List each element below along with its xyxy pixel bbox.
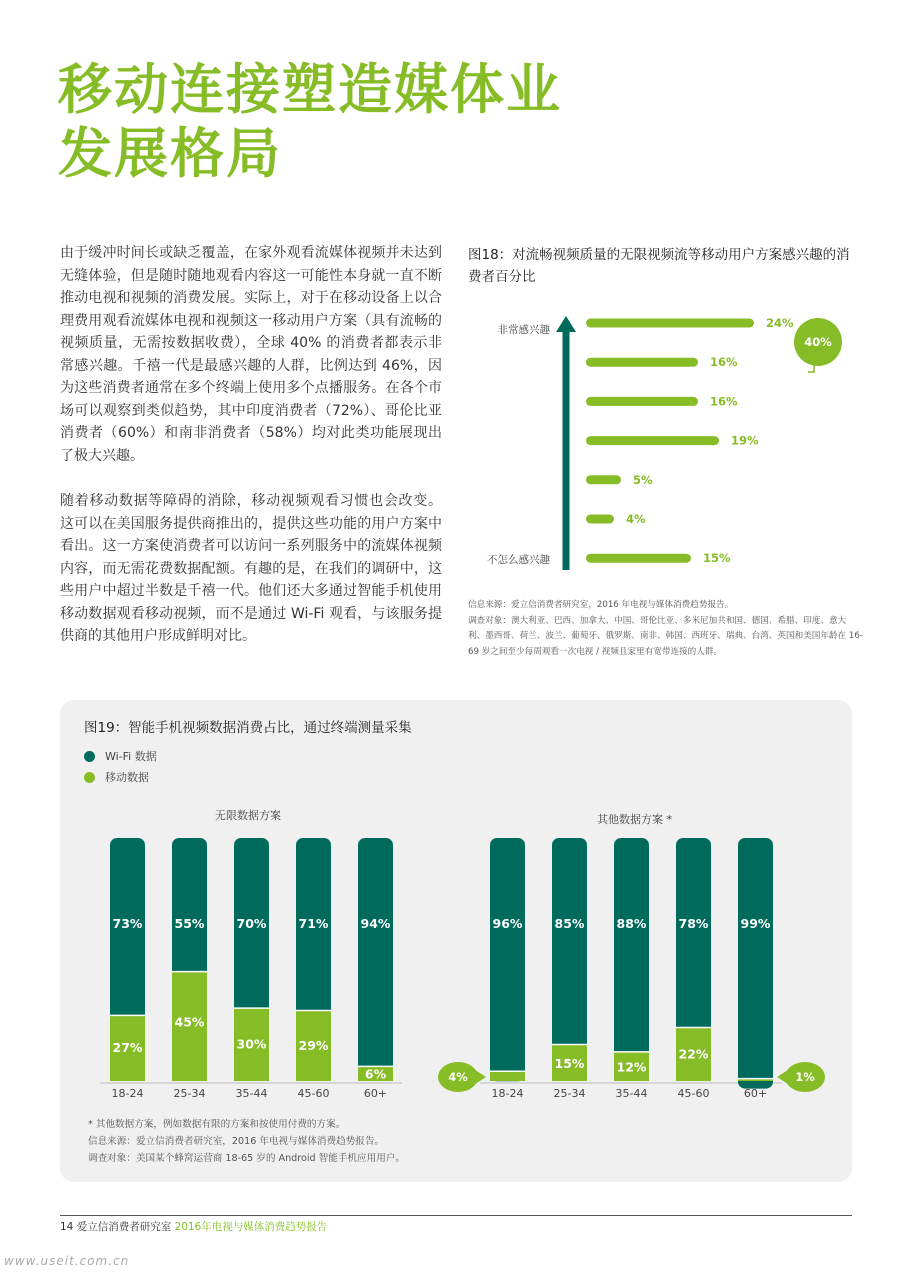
bar-mobile-2-18-24: [490, 1071, 525, 1081]
figure-19-note-3: 调查对象：美国某个蜂窝运营商 18-65 岁的 Android 智能手机应用用户。: [88, 1153, 406, 1164]
bar-value-label-7: 15%: [703, 551, 731, 566]
bar-wifi-label: 70%: [236, 916, 267, 931]
figure-18-notes: [468, 598, 863, 660]
category-label: 25-34: [553, 1087, 586, 1100]
axis-arrow-head: [556, 316, 576, 332]
body-paragraph-1: 由于缓冲时间长或缺乏覆盖，在家外观看流媒体视频并未达到无缝体验，但是随时随地观看内容这一可能性本身就一直不断推动电视和视频的消费发展。实际上，对于在移动设备上以合理费用观看流媒体电视和视频这一移动用户方案（具有流畅的视频质量，无需按数据收费），全球 40% 的消费者都表示非常感兴趣。千禧一代是最感兴趣的人群，比例达到 46%，因为这些消费者通常在多个终端上使用多个点播服务。在各个市场可以观察到类似趋势，其中印度消费者（72%）、哥伦比亚消费者（60%）和南非消费者（58%）均对此类功能展现出了极大兴趣。: [60, 245, 442, 464]
bar-wifi-label: 99%: [740, 916, 771, 931]
category-label: 60+: [363, 1087, 388, 1100]
bar-wifi-label: 96%: [492, 916, 523, 931]
bar-wifi-2-45-60: [676, 838, 711, 1038]
bar-wifi-2-18-24: [490, 838, 525, 1081]
bar-wifi-label: 88%: [616, 916, 647, 931]
axis-arrow-shaft: [563, 330, 570, 570]
bar-value-label-2: 16%: [710, 355, 738, 370]
bar-mobile-label: 12%: [616, 1059, 647, 1075]
page-title: [58, 58, 562, 186]
figure-19-chart: [60, 700, 852, 1110]
category-label: 35-44: [615, 1087, 648, 1100]
category-label: 45-60: [297, 1087, 330, 1100]
category-label: 18-24: [491, 1087, 524, 1100]
bar-wifi-1-60+: [358, 838, 393, 1076]
callout-label: 4%: [448, 1070, 468, 1084]
figure-18-source: 信息来源：爱立信消费者研究室，2016 年电视与媒体消费趋势报告。: [468, 600, 734, 610]
bar-1: [586, 319, 754, 328]
body-paragraph-2: 随着移动数据等障碍的消除，移动视频观看习惯也会改变。 这可以在美国服务提供商推出的，提供这些功能的用户方案中看出。这一方案使消费者可以访问一系列服务中的流媒体视频内容，而无需花费数据配额。有趣的是，在我们的调研中，这些用户中超过半数是千禧一代。他们还大多通过智能手机使用移动数据观看移动视频，而不是通过 Wi-Fi 观看，与该服务提供商的其他用户形成鲜明对比。: [60, 493, 442, 644]
category-label: 25-34: [173, 1087, 206, 1100]
bar-mobile-label: 15%: [554, 1055, 585, 1071]
bar-mobile-label: 27%: [112, 1040, 143, 1056]
bar-wifi-label: 85%: [554, 916, 585, 931]
figure-19-note-2: 信息来源：爱立信消费者研究室，2016 年电视与媒体消费趋势报告。: [88, 1136, 385, 1147]
figure-18-chart: [468, 312, 868, 582]
bar-3: [586, 397, 698, 406]
interest-bracket: [794, 318, 842, 372]
bar-7: [586, 554, 691, 563]
group-title-other: 其他数据方案 *: [597, 813, 672, 826]
bar-2: [586, 358, 698, 367]
bar-wifi-label: 71%: [298, 916, 329, 931]
axis-bottom-label: 不怎么感兴趣: [487, 554, 550, 566]
page-title-line-2: 发展格局: [58, 122, 282, 185]
legend-label-wifi: Wi-Fi 数据: [105, 750, 157, 763]
footer-divider: [60, 1215, 852, 1216]
category-label: 45-60: [677, 1087, 710, 1100]
group-title-unlimited: 无限数据方案: [215, 809, 281, 822]
bar-wifi-2-60+: [738, 838, 773, 1089]
bar-mobile-label: 45%: [174, 1014, 205, 1030]
footer-org: 爱立信消费者研究室: [76, 1221, 172, 1233]
figure-19-note-1: * 其他数据方案，例如数据有限的方案和按使用付费的方案。: [88, 1119, 346, 1130]
interest-bracket-label: 40%: [804, 335, 832, 349]
page-title-line-1: 移动连接塑造媒体业: [58, 58, 562, 121]
bar-mobile-label: 6%: [364, 1066, 387, 1082]
bar-value-label-5: 5%: [633, 472, 653, 487]
figure-19-notes: [88, 1116, 405, 1167]
axis-top-label: 非常感兴趣: [497, 324, 550, 336]
bar-wifi-label: 94%: [360, 916, 391, 931]
bar-5: [586, 475, 621, 484]
bar-mobile-label: 29%: [298, 1037, 329, 1053]
interest-axis-arrow: [556, 316, 576, 570]
watermark: www.useit.com.cn: [4, 1254, 130, 1268]
page-footer: [60, 1219, 327, 1234]
figure-19-panel: [60, 700, 852, 1182]
bar-mobile-label: 30%: [236, 1036, 267, 1052]
bar-wifi-label: 78%: [678, 916, 709, 931]
bar-wifi-label: 55%: [174, 916, 205, 931]
bar-wifi-label: 73%: [112, 916, 143, 931]
category-label: 18-24: [111, 1087, 144, 1100]
category-label: 60+: [743, 1087, 768, 1100]
figure-18-title: 图18：对流畅视频质量的无限视频流等移动用户方案感兴趣的消费者百分比: [468, 247, 850, 285]
bar-wifi-1-25-34: [172, 838, 207, 982]
bar-value-label-4: 19%: [731, 433, 759, 448]
callout-label: 1%: [795, 1070, 815, 1084]
bar-4: [586, 436, 719, 445]
bar-mobile-label: 22%: [678, 1046, 709, 1062]
figure-19-title: 图19：智能手机视频数据消费占比，通过终端测量采集: [84, 720, 412, 736]
bar-wifi-2-25-34: [552, 838, 587, 1055]
category-label: 35-44: [235, 1087, 268, 1100]
bar-wifi-1-18-24: [110, 838, 145, 1025]
figure-18-subjects: 调查对象：澳大利亚、巴西、加拿大、中国、哥伦比亚、多米尼加共和国、德国、希腊、印度、意大利、墨西哥、荷兰、波兰、葡萄牙、俄罗斯、南非、韩国、西班牙、瑞典、台湾、英国和美国年龄在 16-69 岁之间至少每周观看一次电视 / 视频且家里有宽带连接的人群。: [468, 615, 863, 657]
page-number: 14: [60, 1221, 74, 1233]
bar-value-label-6: 4%: [626, 512, 646, 526]
legend-label-mobile: 移动数据: [105, 771, 149, 784]
bar-value-label-1: 24%: [766, 316, 794, 330]
bar-6: [586, 515, 614, 524]
bar-wifi-2-35-44: [614, 838, 649, 1062]
footer-report-title: 2016年电视与媒体消费趋势报告: [174, 1221, 328, 1233]
bar-value-label-3: 16%: [710, 394, 738, 409]
